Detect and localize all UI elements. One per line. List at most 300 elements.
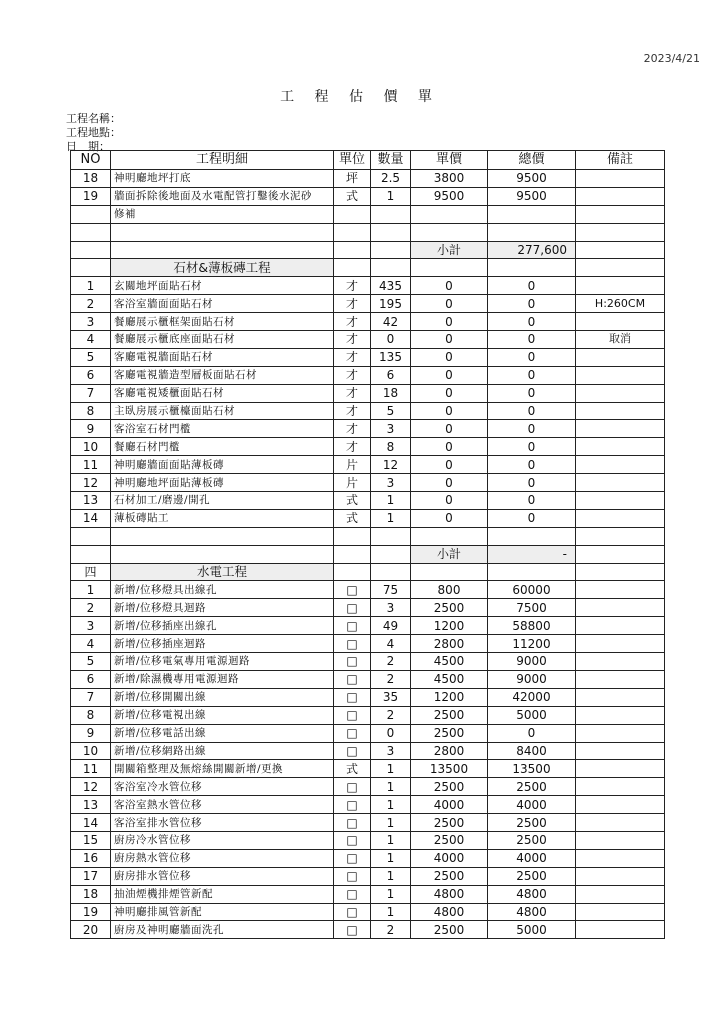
item-qty: 3 (371, 420, 411, 438)
table-row (71, 796, 665, 814)
item-note (576, 420, 665, 438)
item-no: 10 (71, 742, 111, 760)
table-row (71, 706, 665, 724)
item-unit: 才 (334, 402, 371, 420)
item-name: 客廳電視牆造型層板面貼石材 (111, 366, 334, 384)
item-name: 新增/位移燈具迴路 (111, 599, 334, 617)
item-name: 新增/位移電話出線 (111, 724, 334, 742)
item-note (576, 742, 665, 760)
item-total: 4000 (488, 796, 576, 814)
item-total (488, 205, 576, 223)
empty-cell (111, 241, 334, 259)
item-no: 5 (71, 348, 111, 366)
item-total: 0 (488, 492, 576, 510)
item-no (71, 527, 111, 545)
item-unit: □ (334, 831, 371, 849)
item-no: 9 (71, 724, 111, 742)
document-date: 2023/4/21 (643, 52, 700, 65)
item-qty (371, 527, 411, 545)
item-unit: 才 (334, 331, 371, 349)
item-total: 0 (488, 384, 576, 402)
table-row (71, 456, 665, 474)
table-row (71, 617, 665, 635)
table-row (71, 778, 665, 796)
item-total: 4000 (488, 849, 576, 867)
item-no: 19 (71, 903, 111, 921)
item-price: 2500 (411, 814, 488, 832)
item-note (576, 617, 665, 635)
item-name: 新增/位移網路出線 (111, 742, 334, 760)
item-no: 2 (71, 295, 111, 313)
table-row (71, 599, 665, 617)
item-qty: 8 (371, 438, 411, 456)
item-price: 4500 (411, 653, 488, 671)
item-note (576, 760, 665, 778)
item-price: 2500 (411, 867, 488, 885)
item-price: 0 (411, 402, 488, 420)
item-qty: 1 (371, 796, 411, 814)
item-price: 0 (411, 492, 488, 510)
table-row (71, 653, 665, 671)
empty-cell (71, 545, 111, 563)
item-unit (334, 205, 371, 223)
column-header-note: 備註 (576, 151, 665, 170)
item-price: 1200 (411, 688, 488, 706)
item-name: 新增/位移電氣專用電源迴路 (111, 653, 334, 671)
item-unit: □ (334, 867, 371, 885)
item-name: 修補 (111, 205, 334, 223)
table-row (71, 581, 665, 599)
item-total: 4800 (488, 903, 576, 921)
item-no: 4 (71, 635, 111, 653)
item-unit: □ (334, 617, 371, 635)
item-total: 0 (488, 313, 576, 331)
item-name: 客浴室熱水管位移 (111, 796, 334, 814)
item-no: 11 (71, 760, 111, 778)
table-row (71, 420, 665, 438)
item-unit: □ (334, 778, 371, 796)
item-note (576, 653, 665, 671)
empty-cell (488, 259, 576, 277)
item-no: 7 (71, 384, 111, 402)
item-total: 0 (488, 348, 576, 366)
item-qty (371, 205, 411, 223)
item-qty: 0 (371, 724, 411, 742)
item-no: 2 (71, 599, 111, 617)
item-qty: 1 (371, 831, 411, 849)
table-row (71, 760, 665, 778)
table-row (71, 831, 665, 849)
item-name: 神明廳地坪面貼薄板磚 (111, 474, 334, 492)
item-name: 客廳電視牆面貼石材 (111, 348, 334, 366)
item-name: 新增/位移燈具出線孔 (111, 581, 334, 599)
item-name: 新增/位移電視出線 (111, 706, 334, 724)
table-row (71, 313, 665, 331)
table-body (71, 170, 665, 939)
item-note (576, 492, 665, 510)
item-unit: 式 (334, 760, 371, 778)
empty-cell (334, 563, 371, 581)
item-price: 0 (411, 438, 488, 456)
item-name: 客浴室牆面面貼石材 (111, 295, 334, 313)
item-unit: □ (334, 688, 371, 706)
item-total: 0 (488, 402, 576, 420)
item-total (488, 527, 576, 545)
table-row (71, 331, 665, 349)
item-no: 5 (71, 653, 111, 671)
table-row (71, 474, 665, 492)
empty-cell (334, 241, 371, 259)
project-name-label: 工程名稱： (66, 112, 121, 125)
item-qty: 75 (371, 581, 411, 599)
table-row (71, 742, 665, 760)
item-qty: 1 (371, 814, 411, 832)
item-qty: 1 (371, 849, 411, 867)
item-unit: 坪 (334, 170, 371, 188)
item-total: 9500 (488, 170, 576, 188)
item-name: 神明廳牆面面貼薄板磚 (111, 456, 334, 474)
item-name: 抽油煙機排煙管新配 (111, 885, 334, 903)
item-name: 神明廳地坪打底 (111, 170, 334, 188)
empty-cell (488, 563, 576, 581)
item-no: 3 (71, 313, 111, 331)
item-unit: 才 (334, 313, 371, 331)
table-row (71, 527, 665, 545)
item-no: 12 (71, 778, 111, 796)
item-price (411, 527, 488, 545)
item-total: 0 (488, 366, 576, 384)
empty-cell (371, 563, 411, 581)
item-qty: 5 (371, 402, 411, 420)
item-unit: □ (334, 849, 371, 867)
table-row (71, 402, 665, 420)
item-note (576, 402, 665, 420)
empty-cell (576, 563, 665, 581)
item-note (576, 778, 665, 796)
empty-cell (371, 545, 411, 563)
item-price: 4800 (411, 885, 488, 903)
item-price: 0 (411, 348, 488, 366)
item-note (576, 277, 665, 295)
item-unit: □ (334, 814, 371, 832)
subtotal-label: 小計 (411, 545, 488, 563)
table-row (71, 670, 665, 688)
item-unit: □ (334, 706, 371, 724)
item-name: 廚房及神明廳牆面洗孔 (111, 921, 334, 939)
item-qty: 1 (371, 492, 411, 510)
item-no: 18 (71, 885, 111, 903)
item-note: 取消 (576, 331, 665, 349)
item-unit: □ (334, 921, 371, 939)
item-unit (334, 223, 371, 241)
item-unit: □ (334, 724, 371, 742)
item-total: 0 (488, 295, 576, 313)
table-row (71, 509, 665, 527)
section-number: 四 (71, 563, 111, 581)
table-row (71, 814, 665, 832)
item-unit: 才 (334, 277, 371, 295)
item-name: 神明廳排風管新配 (111, 903, 334, 921)
item-total: 0 (488, 509, 576, 527)
item-qty: 195 (371, 295, 411, 313)
item-total: 5000 (488, 706, 576, 724)
item-no: 3 (71, 617, 111, 635)
item-total: 7500 (488, 599, 576, 617)
item-total: 2500 (488, 867, 576, 885)
item-qty: 435 (371, 277, 411, 295)
item-note (576, 706, 665, 724)
item-price: 0 (411, 509, 488, 527)
table-row (71, 849, 665, 867)
item-unit: 式 (334, 492, 371, 510)
column-header-no: NO (71, 151, 111, 170)
item-qty: 3 (371, 742, 411, 760)
section-header-row (71, 563, 665, 581)
item-price: 0 (411, 456, 488, 474)
item-no: 11 (71, 456, 111, 474)
item-note (576, 903, 665, 921)
item-name: 新增/位移插座出線孔 (111, 617, 334, 635)
table-row (71, 724, 665, 742)
item-qty: 6 (371, 366, 411, 384)
column-header-price: 單價 (411, 151, 488, 170)
item-note (576, 187, 665, 205)
item-price: 9500 (411, 187, 488, 205)
item-price: 2500 (411, 706, 488, 724)
item-name: 主臥房展示櫃檯面貼石材 (111, 402, 334, 420)
item-unit: □ (334, 581, 371, 599)
item-no: 14 (71, 509, 111, 527)
item-qty (371, 223, 411, 241)
empty-cell (111, 545, 334, 563)
item-no: 7 (71, 688, 111, 706)
item-unit (334, 527, 371, 545)
empty-cell (576, 545, 665, 563)
item-qty: 42 (371, 313, 411, 331)
item-note (576, 456, 665, 474)
item-note (576, 527, 665, 545)
item-no (71, 223, 111, 241)
item-qty: 12 (371, 456, 411, 474)
item-name: 餐廳展示櫃框架面貼石材 (111, 313, 334, 331)
item-total: 0 (488, 420, 576, 438)
item-note (576, 635, 665, 653)
item-price: 4000 (411, 796, 488, 814)
document-title: 工 程 估 價 單 (280, 89, 440, 105)
item-unit: 才 (334, 438, 371, 456)
item-price: 2500 (411, 724, 488, 742)
table-row (71, 492, 665, 510)
item-no: 8 (71, 402, 111, 420)
item-total: 0 (488, 474, 576, 492)
table-row (71, 635, 665, 653)
item-note (576, 366, 665, 384)
item-price: 2500 (411, 599, 488, 617)
item-total: 0 (488, 724, 576, 742)
item-note (576, 814, 665, 832)
item-no: 13 (71, 796, 111, 814)
empty-cell (371, 259, 411, 277)
item-name: 新增/除濕機專用電源迴路 (111, 670, 334, 688)
item-note: H:260CM (576, 295, 665, 313)
table-row (71, 223, 665, 241)
item-no: 4 (71, 331, 111, 349)
item-no: 9 (71, 420, 111, 438)
subtotal-value: 277,600 (488, 241, 576, 259)
item-note (576, 796, 665, 814)
item-qty: 1 (371, 509, 411, 527)
item-note (576, 348, 665, 366)
item-note (576, 384, 665, 402)
table-row (71, 348, 665, 366)
table-row (71, 205, 665, 223)
item-price: 800 (411, 581, 488, 599)
item-total: 42000 (488, 688, 576, 706)
item-note (576, 599, 665, 617)
item-note (576, 509, 665, 527)
empty-cell (334, 545, 371, 563)
empty-cell (576, 241, 665, 259)
item-qty: 2 (371, 921, 411, 939)
empty-cell (371, 241, 411, 259)
item-total: 58800 (488, 617, 576, 635)
item-note (576, 831, 665, 849)
item-no: 15 (71, 831, 111, 849)
item-qty: 4 (371, 635, 411, 653)
subtotal-row (71, 545, 665, 563)
item-total: 0 (488, 456, 576, 474)
item-qty: 3 (371, 599, 411, 617)
item-total: 4800 (488, 885, 576, 903)
item-total: 9000 (488, 670, 576, 688)
item-note (576, 223, 665, 241)
item-price: 0 (411, 420, 488, 438)
subtotal-label: 小計 (411, 241, 488, 259)
item-qty: 2 (371, 670, 411, 688)
item-total: 9500 (488, 187, 576, 205)
item-unit: □ (334, 885, 371, 903)
item-no: 6 (71, 366, 111, 384)
item-total: 5000 (488, 921, 576, 939)
table-row (71, 277, 665, 295)
item-no: 20 (71, 921, 111, 939)
item-name (111, 527, 334, 545)
item-price: 1200 (411, 617, 488, 635)
item-note (576, 885, 665, 903)
item-price: 2800 (411, 742, 488, 760)
item-name: 薄板磚貼工 (111, 509, 334, 527)
item-no: 8 (71, 706, 111, 724)
table-row (71, 384, 665, 402)
item-price: 0 (411, 384, 488, 402)
item-qty: 2 (371, 653, 411, 671)
item-unit: 片 (334, 456, 371, 474)
item-total: 11200 (488, 635, 576, 653)
item-unit: 才 (334, 366, 371, 384)
table-row (71, 438, 665, 456)
table-row (71, 170, 665, 188)
item-name: 新增/位移插座迴路 (111, 635, 334, 653)
item-price: 0 (411, 295, 488, 313)
item-no: 1 (71, 581, 111, 599)
item-note (576, 688, 665, 706)
item-price: 2800 (411, 635, 488, 653)
item-unit: 式 (334, 187, 371, 205)
item-name: 餐廳石材門檻 (111, 438, 334, 456)
item-total: 2500 (488, 831, 576, 849)
item-name: 客浴室石材門檻 (111, 420, 334, 438)
item-name: 廚房冷水管位移 (111, 831, 334, 849)
item-name: 牆面拆除後地面及水電配管打鑿後水泥砂 (111, 187, 334, 205)
item-total: 2500 (488, 778, 576, 796)
column-header-unit: 單位 (334, 151, 371, 170)
table-row (71, 688, 665, 706)
item-price: 0 (411, 366, 488, 384)
table-row (71, 885, 665, 903)
item-total: 0 (488, 277, 576, 295)
item-unit: □ (334, 653, 371, 671)
item-total: 8400 (488, 742, 576, 760)
item-unit: 片 (334, 474, 371, 492)
item-note (576, 724, 665, 742)
item-qty: 1 (371, 187, 411, 205)
item-unit: □ (334, 670, 371, 688)
item-note (576, 205, 665, 223)
table-row (71, 295, 665, 313)
item-name: 餐廳展示櫃底座面貼石材 (111, 331, 334, 349)
item-name (111, 223, 334, 241)
table-row (71, 867, 665, 885)
item-total: 9000 (488, 653, 576, 671)
item-price: 4500 (411, 670, 488, 688)
item-price: 4800 (411, 903, 488, 921)
item-total (488, 223, 576, 241)
item-name: 石材加工/磨邊/開孔 (111, 492, 334, 510)
item-unit: 才 (334, 295, 371, 313)
item-total: 2500 (488, 814, 576, 832)
item-qty: 1 (371, 867, 411, 885)
item-qty: 18 (371, 384, 411, 402)
item-price: 0 (411, 277, 488, 295)
item-unit: 才 (334, 420, 371, 438)
item-unit: □ (334, 903, 371, 921)
item-note (576, 474, 665, 492)
item-no: 10 (71, 438, 111, 456)
section-header-row (71, 259, 665, 277)
empty-cell (576, 259, 665, 277)
item-price: 0 (411, 474, 488, 492)
project-site-label: 工程地點： (66, 126, 121, 139)
item-note (576, 670, 665, 688)
item-note (576, 438, 665, 456)
column-header-qty: 數量 (371, 151, 411, 170)
subtotal-row (71, 241, 665, 259)
item-unit: □ (334, 635, 371, 653)
item-name: 新增/位移開關出線 (111, 688, 334, 706)
item-qty: 1 (371, 778, 411, 796)
empty-cell (334, 259, 371, 277)
item-no: 18 (71, 170, 111, 188)
item-price: 2500 (411, 831, 488, 849)
item-unit: 才 (334, 384, 371, 402)
item-note (576, 867, 665, 885)
item-no: 13 (71, 492, 111, 510)
table-row (71, 366, 665, 384)
section-title: 石材&薄板磚工程 (111, 259, 334, 277)
item-unit: □ (334, 796, 371, 814)
item-total: 0 (488, 438, 576, 456)
subtotal-value: - (488, 545, 576, 563)
